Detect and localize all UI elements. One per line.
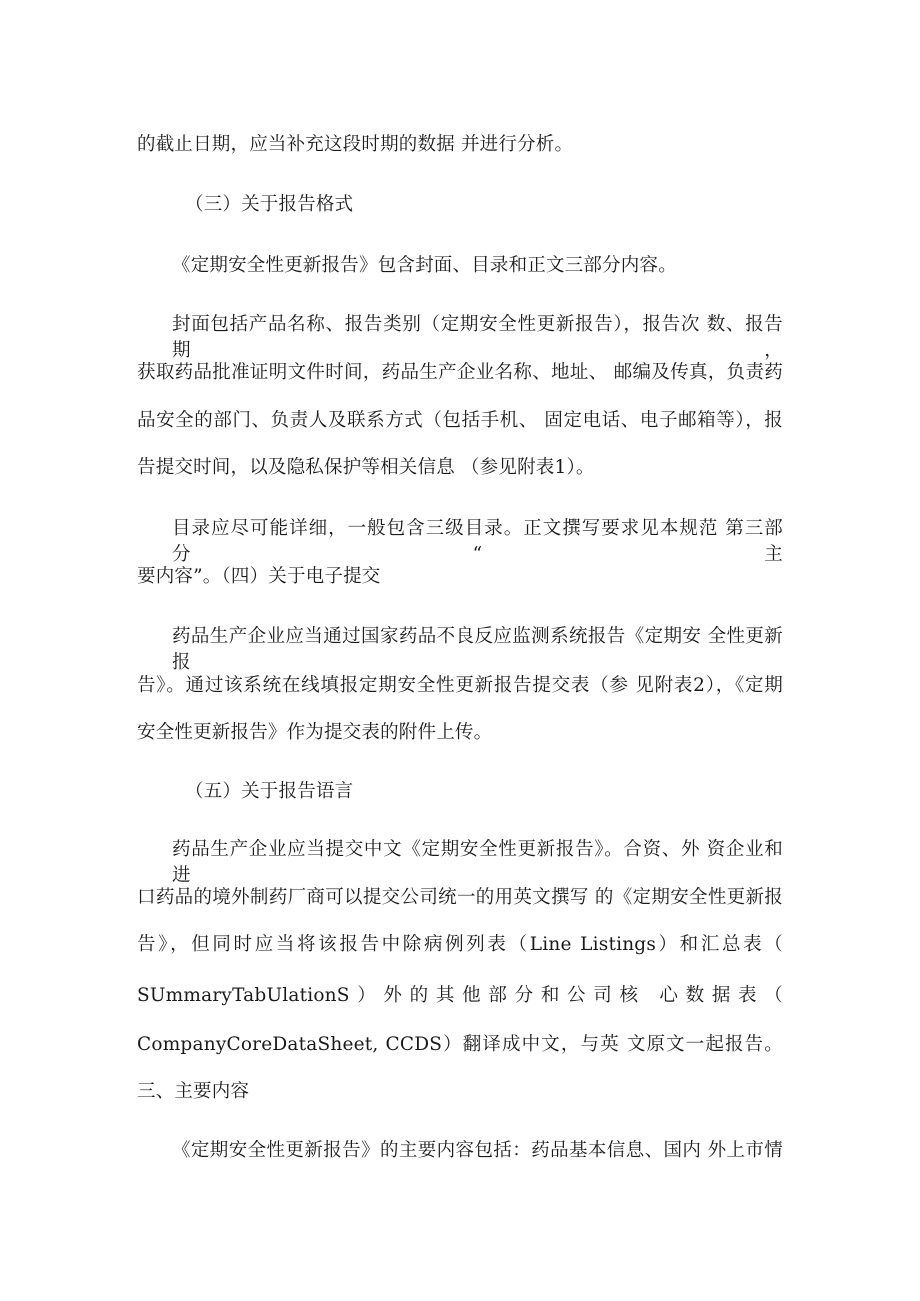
paragraph-line: 《定期安全性更新报告》的主要内容包括：药品基本信息、国内 外上市情 (172, 1140, 783, 1161)
paragraph-line: 封面包括产品名称、报告类别（定期安全性更新报告），报告次 数、报告期， (172, 314, 783, 361)
paragraph-line: SUmmaryTabUlationS）外的其他部分和公司核 心数据表（ (137, 985, 783, 1006)
paragraph-line: 目录应尽可能详细，一般包含三级目录。正文撰写要求见本规范 第三部分“主 (172, 518, 783, 565)
paragraph-line: 《定期安全性更新报告》包含封面、目录和正文三部分内容。 (172, 255, 677, 276)
paragraph-line: 品安全的部门、负责人及联系方式（包括手机、 固定电话、电子邮箱等），报 (137, 410, 783, 431)
section-heading: 三、主要内容 (137, 1081, 250, 1102)
paragraph-line: 药品生产企业应当提交中文《定期安全性更新报告》。合资、外 资企业和进 (172, 839, 783, 886)
paragraph-line: 安全性更新报告》作为提交表的附件上传。 (137, 722, 493, 743)
paragraph-line: 告》。通过该系统在线填报定期安全性更新报告提交表（参 见附表2），《定期 (137, 675, 783, 696)
paragraph-line: 口药品的境外制药厂商可以提交公司统一的用英文撰写 的《定期安全性更新报 (137, 887, 783, 908)
paragraph-line: 药品生产企业应当通过国家药品不良反应监测系统报告《定期安 全性更新报 (172, 626, 783, 673)
section-heading: （五）关于报告语言 (185, 781, 354, 802)
paragraph-line: 要内容”。（四）关于电子提交 (137, 566, 381, 587)
paragraph-line: 告》，但同时应当将该报告中除病例列表（Line Listings）和汇总表（ (137, 934, 783, 955)
section-heading: （三）关于报告格式 (185, 194, 354, 215)
paragraph-line: 的截止日期，应当补充这段时期的数据 并进行分析。 (137, 134, 574, 155)
paragraph-line: CompanyCoreDataSheet, CCDS）翻译成中文，与英 文原文一起报告。 (137, 1034, 783, 1055)
paragraph-line: 告提交时间，以及隐私保护等相关信息 （参见附表1）。 (137, 457, 595, 478)
paragraph-line: 获取药品批准证明文件时间，药品生产企业名称、地址、 邮编及传真，负责药 (137, 362, 783, 383)
